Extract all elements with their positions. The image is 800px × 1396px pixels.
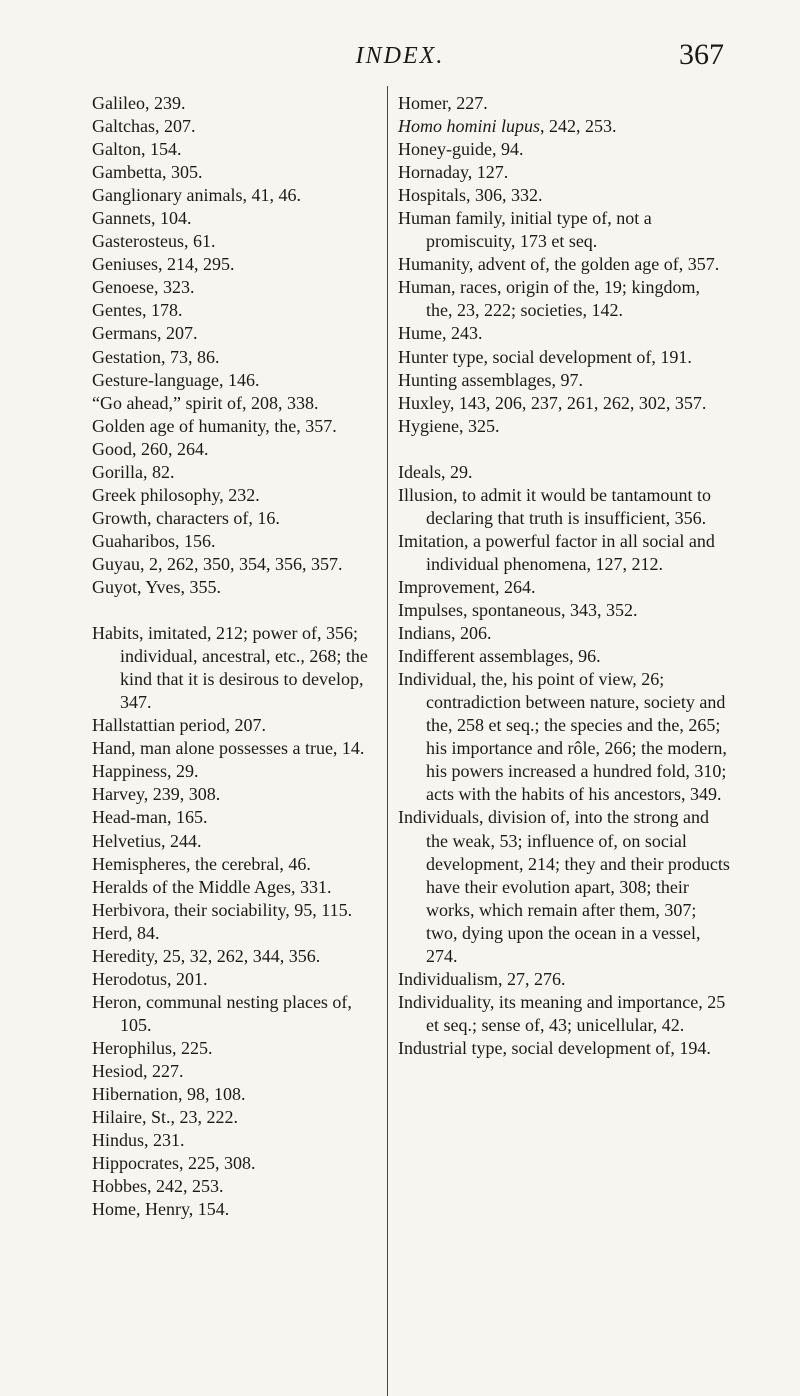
index-entry: Heralds of the Middle Ages, 331.	[92, 876, 332, 897]
index-entry: Hunter type, social development of, 191.	[398, 346, 692, 367]
index-entry: Genoese, 323.	[92, 277, 195, 298]
index-entry: Imitation, a powerful factor in all social and individual phenomena, 127, 212.	[398, 530, 715, 574]
index-entry: Guaharibos, 156.	[92, 530, 216, 551]
index-entry: Individuals, division of, into the strong and the weak, 53; influence of, on social development, 214; they and their products have their evolution apart, 308; their works, which remain after them, 307; two, dying upon the ocean in a vessel, 274.	[398, 807, 730, 966]
index-entry: Geniuses, 214, 295.	[92, 254, 235, 275]
index-entry-pages: , 242, 253.	[540, 116, 617, 137]
index-column-right	[398, 92, 730, 1060]
index-entry: Individualism, 27, 276.	[398, 968, 566, 989]
index-entry: Indians, 206.	[398, 623, 492, 644]
index-entry: Gorilla, 82.	[92, 461, 175, 482]
index-entry: Indifferent assemblages, 96.	[398, 646, 601, 667]
index-entry: Individual, the, his point of view, 26; contradiction between nature, society and the, 258 et seq.; the species and the, 265; his importance and rôle, 266; the modern, his powers increased a hundred fold, 310; acts with the habits of his ancestors, 349.	[398, 669, 727, 805]
index-entry: Human family, initial type of, not a promiscuity, 173 et seq.	[398, 208, 652, 252]
index-entry: Good, 260, 264.	[92, 438, 209, 459]
page-title: INDEX.	[355, 43, 445, 69]
index-entry: Hand, man alone possesses a true, 14.	[92, 738, 365, 759]
index-entry	[398, 115, 730, 138]
index-entry: Homer, 227.	[398, 93, 488, 113]
section-gap	[398, 438, 730, 461]
index-entry: Heron, communal nesting places of, 105.	[92, 991, 352, 1035]
index-entry: Helvetius, 244.	[92, 830, 202, 851]
index-entry: Gesture-language, 146.	[92, 369, 260, 390]
index-entry: Hygiene, 325.	[398, 415, 500, 436]
index-entry: Galton, 154.	[92, 139, 182, 160]
index-entry: Gestation, 73, 86.	[92, 346, 220, 367]
page-number: 367	[679, 38, 724, 71]
index-entry: Gentes, 178.	[92, 300, 183, 321]
index-entry: Hesiod, 227.	[92, 1060, 184, 1081]
column-divider	[387, 86, 388, 1396]
index-entry: Individuality, its meaning and importance, 25 et seq.; sense of, 43; unicellular, 42.	[398, 991, 726, 1035]
index-entry: Honey-guide, 94.	[398, 139, 524, 160]
index-entry: Galtchas, 207.	[92, 116, 196, 137]
index-entry: Illusion, to admit it would be tantamount to declaring that truth is insufficient, 356.	[398, 484, 711, 528]
index-term-italic: Homo homini lupus	[398, 116, 541, 137]
index-entry: Hume, 243.	[398, 323, 483, 344]
index-entry: Hilaire, St., 23, 222.	[92, 1107, 238, 1128]
index-entry: Improvement, 264.	[398, 576, 536, 597]
index-entry: Gasterosteus, 61.	[92, 231, 216, 252]
index-entry: Hallstattian period, 207.	[92, 715, 266, 736]
index-column-left	[92, 92, 382, 1221]
index-entry: Happiness, 29.	[92, 761, 199, 782]
index-entry: Hibernation, 98, 108.	[92, 1084, 246, 1105]
index-entry: Impulses, spontaneous, 343, 352.	[398, 600, 638, 621]
index-entry: Hunting assemblages, 97.	[398, 369, 583, 390]
index-entry: Guyau, 2, 262, 350, 354, 356, 357.	[92, 553, 343, 574]
index-entry: Herodotus, 201.	[92, 968, 208, 989]
index-entry: Hornaday, 127.	[398, 162, 509, 183]
index-entry: Ganglionary animals, 41, 46.	[92, 185, 301, 206]
index-entry: Golden age of humanity, the, 357.	[92, 415, 337, 436]
index-entry: Human, races, origin of the, 19; kingdom, the, 23, 222; societies, 142.	[398, 277, 700, 321]
index-entry: Herd, 84.	[92, 922, 160, 943]
index-entry: “Go ahead,” spirit of, 208, 338.	[92, 392, 319, 413]
index-entry: Herophilus, 225.	[92, 1037, 213, 1058]
index-entry: Huxley, 143, 206, 237, 261, 262, 302, 357.	[398, 392, 707, 413]
index-entry: Ideals, 29.	[398, 461, 473, 482]
index-entry: Habits, imitated, 212; power of, 356; individual, ancestral, etc., 268; the kind that it is desirous to develop, 347.	[92, 623, 368, 713]
index-entry: Harvey, 239, 308.	[92, 784, 221, 805]
index-entry: Gambetta, 305.	[92, 162, 203, 183]
index-entry: Hemispheres, the cerebral, 46.	[92, 853, 311, 874]
index-entry: Hospitals, 306, 332.	[398, 185, 543, 206]
section-gap	[92, 599, 382, 622]
index-entry: Herbivora, their sociability, 95, 115.	[92, 899, 353, 920]
index-entry: Home, Henry, 154.	[92, 1199, 230, 1220]
index-entry: Hobbes, 242, 253.	[92, 1176, 224, 1197]
index-entry: Hindus, 231.	[92, 1130, 185, 1151]
index-entry: Hippocrates, 225, 308.	[92, 1153, 256, 1174]
index-entry: Humanity, advent of, the golden age of, 357.	[398, 254, 720, 275]
index-entry: Greek philosophy, 232.	[92, 484, 260, 505]
index-entry: Heredity, 25, 32, 262, 344, 356.	[92, 945, 321, 966]
index-entry: Gannets, 104.	[92, 208, 192, 229]
index-entry: Growth, characters of, 16.	[92, 507, 280, 528]
index-entry: Germans, 207.	[92, 323, 198, 344]
index-entry: Guyot, Yves, 355.	[92, 576, 222, 597]
index-entry: Head-man, 165.	[92, 807, 208, 828]
index-entry: Galileo, 239.	[92, 93, 186, 113]
index-entry: Industrial type, social development of, 194.	[398, 1037, 711, 1058]
